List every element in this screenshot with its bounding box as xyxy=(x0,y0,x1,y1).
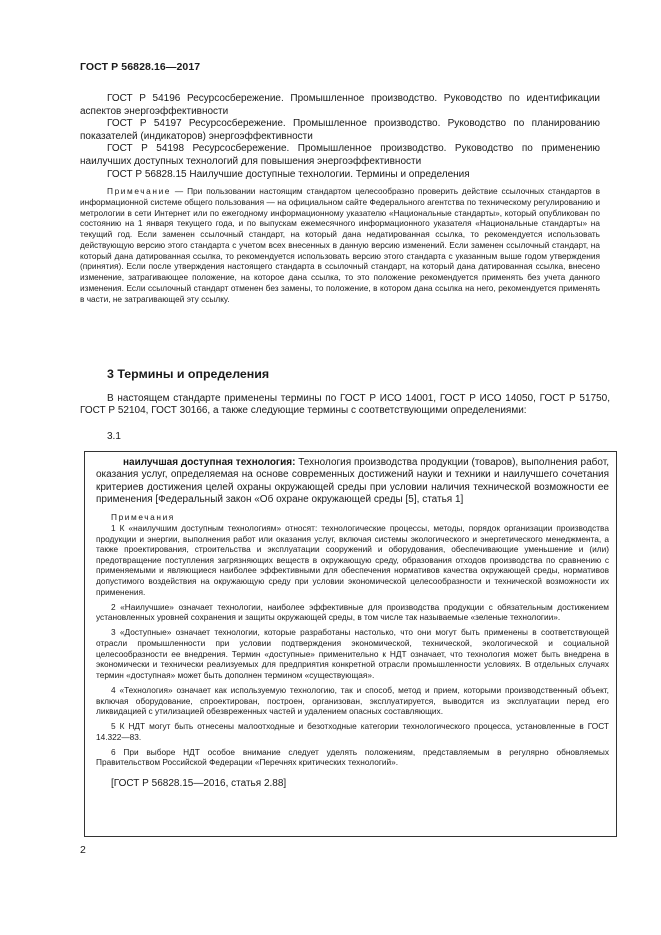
page-number: 2 xyxy=(80,844,86,856)
note-text: — При пользовании настоящим стандартом целесообразно проверить действие ссылочных стандартов в информационной системе общего пользования — на официальном сайте Федерального агентства по техническому регулированию и метрологии в сети Интернет или по ежегодному информационному указателю «Национальные стандарты», который опубликован по состоянию на 1 января текущего года, и по выпускам ежемесячного информационного указателя «Национальные стандарты» на текущий год. Если заменен ссылочный стандарт, на который дана недатированная ссылка, то рекомендуется использовать действующую версию этого стандарта с учетом всех внесенных в данную версию изменений. Если заменен ссылочный стандарт, на который дана датированная ссылка, то рекомендуется использовать версию этого стандарта с указанным выше годом утверждения (принятия). Если после утверждения настоящего стандарта в ссылочный стандарт, на который дана датированная ссылка, внесено изменение, затрагивающее положение, на которое дана ссылка, то это положение рекомендуется применять без учета данного изменения. Если ссылочный стандарт отменен без замены, то положение, в котором дана ссылка на него, рекомендуется применять в части, не затрагивающей эту ссылку. xyxy=(80,186,600,304)
note-label: Примечание xyxy=(107,186,172,196)
definition-source: [ГОСТ Р 56828.15—2016, статья 2.88] xyxy=(111,778,287,790)
definition-box xyxy=(84,451,617,837)
note-item: 5 К НДТ могут быть отнесены малоотходные и безотходные категории технологического процесса, установленные в ГОСТ 14.322—83. xyxy=(96,721,609,742)
definition-term: наилучшая доступная технология: xyxy=(123,457,296,468)
note-item: 3 «Доступные» означает технологии, которые разработаны настолько, что они могут быть применены в соответствующей отрасли промышленности при условии подтверждения экономической, технической, экологической и социальной целесообразности ее внедрения. Термин «доступные» применительно к НДТ означает, что технология может быть внедрена в экономически и технически реализуемых для предприятия конкретной отрасли промышленности условиях. В отдельных случаях термин «доступная» может быть дополнен термином «существующая». xyxy=(96,627,609,680)
document-header: ГОСТ Р 56828.16—2017 xyxy=(80,61,201,73)
section-title: 3 Термины и определения xyxy=(107,367,270,381)
definition-notes xyxy=(96,512,609,768)
note-item: 6 При выборе НДТ особое внимание следует уделять положениям, представляемым в регулярно обновляемых Правительством Российской Федерации «Перечнях критических технологий». xyxy=(96,746,609,768)
note-item: 4 «Технология» означает как используемую технологию, так и способ, метод и прием, которыми производственный объект, включая оборудование, спроектирован, построен, организован, эксплуатируется, выводится из эксплуатации перед его ликвидацией с утилизацией обезвреженных частей и удалением опасных составляющих. xyxy=(96,684,609,717)
notes-heading: Примечания xyxy=(111,512,175,523)
reference-item: ГОСТ Р 54197 Ресурсосбережение. Промышленное производство. Руководство по планированию показателей (индикаторов) энергоэффективности xyxy=(80,118,600,142)
references-note xyxy=(80,186,600,304)
reference-item: ГОСТ Р 54198 Ресурсосбережение. Промышленное производство. Руководство по применению наилучших доступных технологий для повышения энергоэффективности xyxy=(80,143,600,167)
reference-item: ГОСТ Р 56828.15 Наилучшие доступные технологии. Термины и определения xyxy=(107,168,470,180)
note-item: 1 К «наилучшим доступным технологиям» относят: технологические процессы, методы, порядок организации производства продукции и энергии, выполнения работ или оказания услуг, включая системы экологического и энергетического менеджмента, а также проектирования, строительства и эксплуатации сооружений и оборудования, обеспечивающие уменьшение и (или) предотвращение поступления загрязняющих веществ в окружающую среду, образования отходов производства по сравнению с применяемыми и являющиеся наиболее эффективными для обеспечения нормативов качества окружающей среды, нормативов допустимого воздействия на окружающую среду при условии экономической целесообразности и технической возможности их применения. xyxy=(96,522,609,597)
intro-text: В настоящем стандарте применены термины по ГОСТ Р ИСО 14001, ГОСТ Р ИСО 14050, ГОСТ Р 51750, ГОСТ Р 52104, ГОСТ 30166, а также следующие термины с соответствующими определениями: xyxy=(80,393,610,417)
clause-number: 3.1 xyxy=(107,431,121,442)
definition-text: Технология производства продукции (товаров), выполнения работ, оказания услуг, определяемая на основе современных достижений науки и техники и наилучшего сочетания критериев достижения целей охраны окружающей среды при условии наличия технической возможности ее применения [Федеральный закон «Об охране окружающей среды [5], статья 1] xyxy=(96,457,609,505)
reference-item: ГОСТ Р 54196 Ресурсосбережение. Промышленное производство. Руководство по идентификации аспектов энергоэффективности xyxy=(80,93,600,117)
section-intro xyxy=(80,393,610,417)
definition-paragraph xyxy=(96,457,609,506)
note-item: 2 «Наилучшие» означает технологии, наиболее эффективные для производства продукции с обязательным достижением установленных уровней сохранения и защиты окружающей среды, в том числе так называемые «зеленые технологии». xyxy=(96,601,609,623)
normative-references xyxy=(80,93,600,181)
